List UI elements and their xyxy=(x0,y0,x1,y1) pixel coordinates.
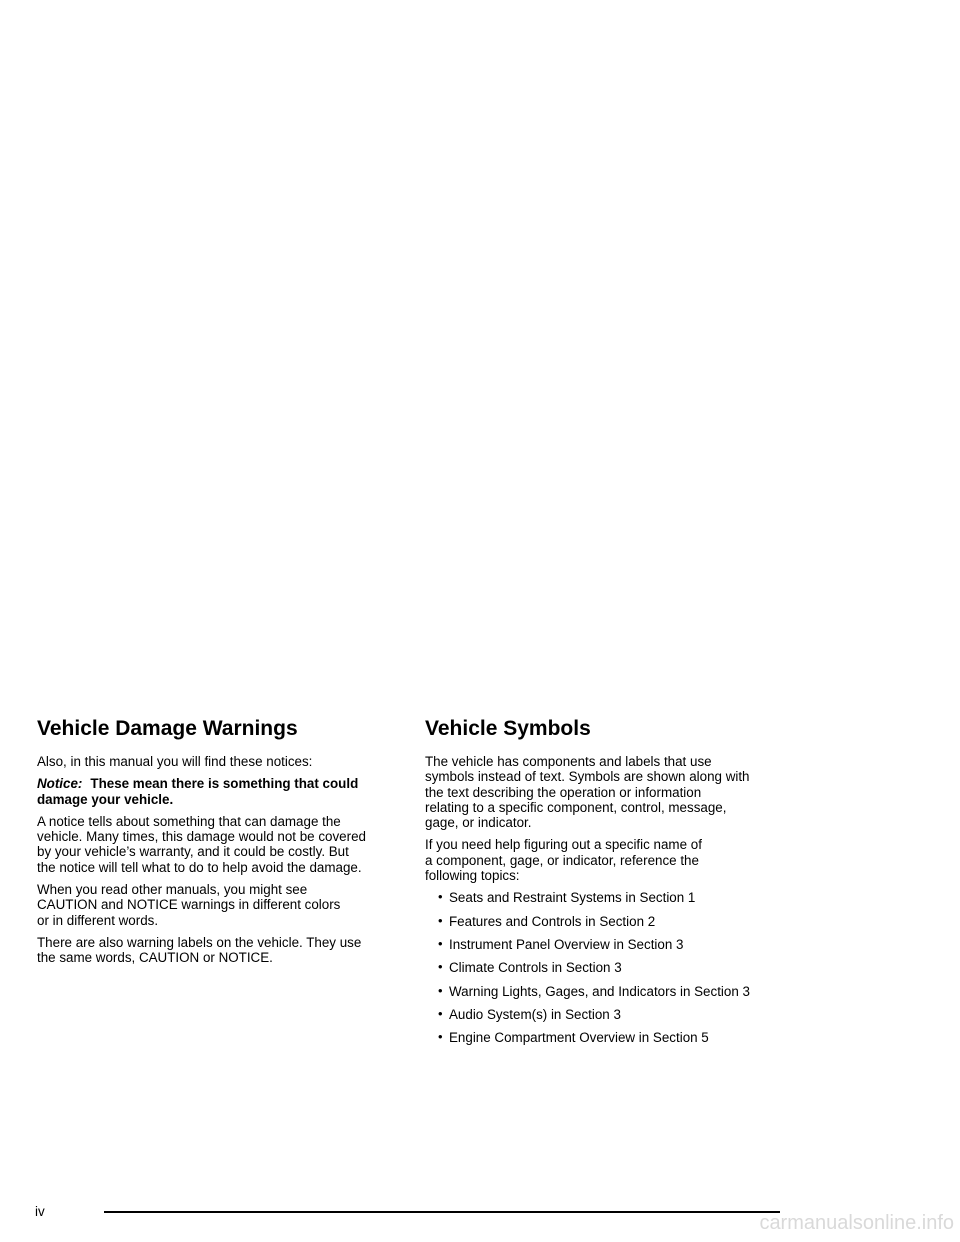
topics-list xyxy=(425,890,797,1045)
bullet-icon: • xyxy=(438,935,443,951)
list-item xyxy=(438,914,797,929)
notice-text: These mean there is something that could damage your vehicle. xyxy=(37,776,359,807)
section-heading: Vehicle Damage Warnings xyxy=(37,717,298,740)
list-item-text: Features and Controls in Section 2 xyxy=(449,913,656,929)
bullet-icon: • xyxy=(438,982,443,998)
notice-paragraph xyxy=(37,776,393,807)
list-item xyxy=(438,984,797,999)
page-footer xyxy=(0,1200,960,1234)
page-number: iv xyxy=(35,1204,45,1219)
footer-rule xyxy=(104,1211,780,1213)
list-item-text: Engine Compartment Overview in Section 5 xyxy=(449,1030,709,1046)
watermark: carmanualsonline.info xyxy=(759,1212,954,1234)
bullet-icon: • xyxy=(438,912,443,928)
list-item-text: Instrument Panel Overview in Section 3 xyxy=(449,936,684,952)
bullet-icon: • xyxy=(438,1029,443,1045)
list-item xyxy=(438,1007,797,1022)
notice-label: Notice: xyxy=(37,776,83,792)
bullet-icon: • xyxy=(438,1005,443,1021)
list-item-text: Warning Lights, Gages, and Indicators in Section 3 xyxy=(449,983,750,999)
list-item-text: Seats and Restraint Systems in Section 1 xyxy=(449,890,696,906)
list-item-text: Climate Controls in Section 3 xyxy=(449,960,622,976)
list-item xyxy=(438,960,797,975)
list-item xyxy=(438,1030,797,1045)
body-paragraph: There are also warning labels on the vehicle. They use the same words, CAUTION or NOTICE. xyxy=(37,934,362,966)
body-paragraph: The vehicle has components and labels that use symbols instead of text. Symbols are shown along with the text describing the operation or information relating to a specific component, control, message, gage, or indicator. xyxy=(425,754,750,831)
bullet-icon: • xyxy=(438,959,443,975)
body-paragraph: When you read other manuals, you might see CAUTION and NOTICE warnings in different colors or in different words. xyxy=(37,882,341,928)
list-item xyxy=(438,890,797,905)
body-paragraph: If you need help figuring out a specific name of a component, gage, or indicator, reference the following topics: xyxy=(425,837,702,884)
vehicle-damage-warnings-section xyxy=(37,716,393,973)
bullet-icon: • xyxy=(438,889,443,905)
list-item-text: Audio System(s) in Section 3 xyxy=(449,1006,621,1022)
section-heading: Vehicle Symbols xyxy=(425,717,591,740)
intro-paragraph: Also, in this manual you will find these notices: xyxy=(37,754,313,769)
vehicle-symbols-section xyxy=(425,716,797,1053)
list-item xyxy=(438,937,797,952)
body-paragraph: A notice tells about something that can damage the vehicle. Many times, this damage would not be covered by your vehicle’s warranty, and it could be costly. But the notice will tell what to do to help avoid the damage. xyxy=(37,813,366,875)
